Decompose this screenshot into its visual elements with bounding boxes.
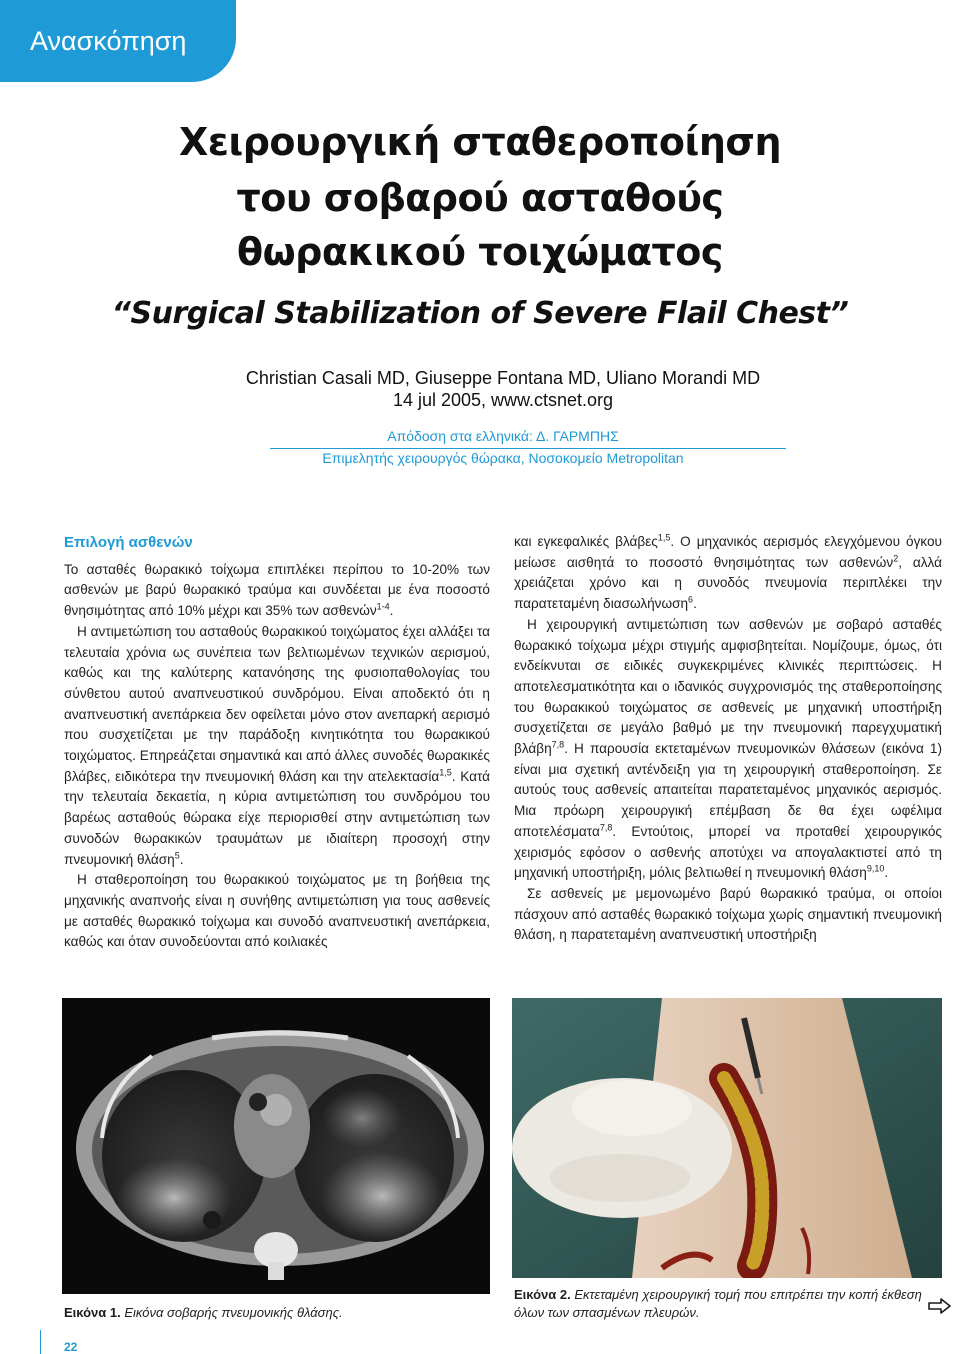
paragraph: Η αντιμετώπιση του ασταθούς θωρακικού τοιχώματος έχει αλλάξει τα τελευταία χρόνια ως συνέπεια των βελτιωμένων τεχνικών αερισμού, καθώς και της καλύτερης κατανόησης της φυσιοπαθολογίας του σύνθετου αυτού αναπνευστικού συνδρόμου. Είναι αποδεκτό ότι η αναπνευστική ανεπάρκεια δεν οφείλεται μόνο στον ανεπαρκή αερισμό που συσχετίζεται με την παράδοξη κινητικότητα του θωρακικού τοιχώματος. Επηρεάζεται σημαντικά και από άλλες συνοδές θωρακικές βλάβες, ειδικότερα την πνευμονική θλάση και την ατελεκτασία$^{1,5}$. Κατά την τελευταία δεκαετία, η κύρια αντιμετώπιση του συνδρόμου του βαρέως ασταθούς θώρακα είχε περιορισθεί στην αντιμετώπιση των συνοδών θωρακικών τραυμάτων με ιδιαίτερη προσοχή στην πνευμονική θλάση$^5$.: [64, 623, 490, 867]
figure-2-surgical-photo: [512, 998, 942, 1278]
english-title: “Surgical Stabilization of Severe Flail Chest”: [111, 296, 849, 331]
authors-line: Christian Casali MD, Giuseppe Fontana MD, Uliano Morandi MD: [245, 368, 761, 388]
title-line-2: του σοβαρού ασταθούς: [236, 176, 724, 220]
paragraph: Η χειρουργική αντιμετώπιση των ασθενών με σοβαρό ασταθές θωρακικό τοίχωμα μέχρι στιγμής αμφισβητείται. Νομίζουμε, όμως, ότι ενδείκνυται σε ειδικές συγκεκριμένες κλινικές περιπτώσεις. Η αποτελεσματικότητα και ο ιδανικός συγχρονισμός της σταθεροποίησης του θωρακικού τοιχώματος σε ασθενείς με μηχανική υποστήριξη συσχετίζεται σε μεγάλο βαθμό με την πνευμονική παρεγχυματική βλάβη$^{7,8}$. Η παρουσία εκτεταμένων πνευμονικών θλάσεων (εικόνα 1) είναι μια σχετική αντένδειξη για τη χειρουργική σταθεροποίηση. Σε αυτούς τους ασθενείς απαιτείται παρατεταμένος μηχανικός αερισμός. Μια πρόωρη χειρουργική επέμβαση δε θα έχει ωφέλιμα αποτελέσματα$^{7,8}$. Εντούτοις, μπορεί να προταθεί χειρουργικός χειρισμός εφόσον ο ασθενής αποτύχει να απογαλακτιστεί από τη μηχανική υποστήριξη, μόλις βελτιωθεί η πνευμονική θλάση$^{9,10}$.: [514, 616, 942, 881]
title-line-1: Χειρουργική σταθεροποίηση: [178, 120, 782, 164]
figure-2-caption: Εικόνα 2. Εκτεταμένη χειρουργική τομή που επιτρέπει την κοπή έκθεση όλων των σπασμένων πλευρών.: [514, 1287, 922, 1320]
footer-divider: [40, 1330, 41, 1354]
title-line-3: θωρακικού τοιχώματος: [237, 230, 723, 274]
section-heading: Επιλογή ασθενών: [64, 534, 193, 551]
figure-1-ct-scan: [62, 998, 490, 1294]
section-label: Ανασκόπηση: [30, 26, 187, 56]
section-tab: [0, 0, 236, 82]
page-number: 22: [64, 1340, 78, 1354]
paragraph: Το ασταθές θωρακικό τοίχωμα επιπλέκει περίπου το 10-20% των ασθενών με βαρύ θωρακικό τραύμα και συνδέεται με ένα ποσοστό θνησιμότητας από 10% μέχρι και 35% των ασθενών$^{1-4}$.: [64, 561, 490, 619]
paragraph: Σε ασθενείς με μεμονωμένο βαρύ θωρακικό τραύμα, οι οποίοι πάσχουν από ασταθές θωρακικό τοίχωμα χωρίς σημαντική πνευμονική θλάση, η παρατεταμένη αναπνευστική υποστήριξη: [514, 885, 942, 943]
figure-1-caption: Εικόνα 1. Εικόνα σοβαρής πνευμονικής θλάσης.: [64, 1305, 343, 1320]
right-column: [514, 532, 942, 946]
credit-divider: [270, 448, 786, 449]
translation-credit: Απόδοση στα ελληνικά: Δ. ΓΑΡΜΠΗΣ: [387, 428, 619, 444]
continue-arrow-icon: [928, 1298, 952, 1319]
source-line: 14 jul 2005, www.ctsnet.org: [392, 390, 614, 410]
paragraph: Η σταθεροποίηση του θωρακικού τοιχώματος με τη βοήθεια της μηχανικής αναπνοής είναι η συνήθης αντιμετώπιση για τους ασθενείς με ασταθές θωρακικό τοίχωμα και συνοδό αναπνευστική ανεπάρκεια, καθώς και όταν συνοδεύονται από κοιλιακές: [64, 872, 490, 950]
translator-affiliation: Επιμελητής χειρουργός θώρακα, Νοσοκομείο Metropolitan: [322, 450, 684, 466]
paragraph: και εγκεφαλικές βλάβες$^{1,5}$. Ο μηχανικός αερισμός ελεγχόμενου όγκου μείωσε αισθητά το ποσοστό θνησιμότητας των ασθενών$^2$, αλλά χρειάζεται χρόνο και η συνοδός πνευμονία περιπλέκει την παρατεταμένη διασωλήνωση$^6$.: [514, 532, 942, 612]
left-column: [64, 533, 490, 953]
